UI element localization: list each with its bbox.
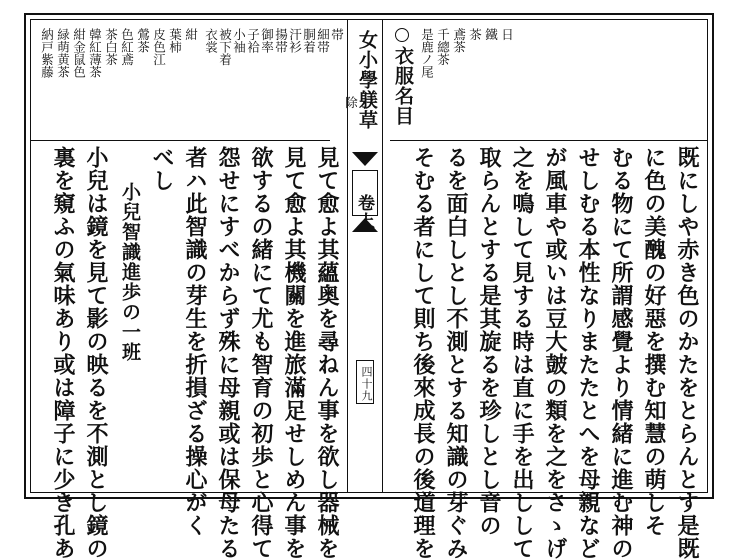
body-text-column: せしむる本性なりまたたとへを母親など: [575, 146, 601, 560]
body-text-column: 之を鳴して見する時は直に手を出しして: [509, 146, 535, 560]
garment-list-col: 衣裳: [203, 28, 219, 53]
color-list-col: 紺金鼠色: [71, 28, 87, 78]
garment-list-col: 汗衫: [287, 28, 303, 53]
body-text-column: に色の美醜の好惡を撰む知慧の萌しそ: [641, 146, 667, 537]
garment-list-col: 帯: [329, 28, 345, 41]
color-list-col: 皮色江: [151, 28, 167, 66]
right-list-col: 鐵: [483, 28, 499, 41]
garment-list-col: 揚帯: [273, 28, 289, 53]
body-text-column: 小兒は鏡を見て影の映るを不測とし鏡の: [83, 146, 109, 560]
right-list-col: 千總茶: [435, 28, 451, 66]
section-title: 小兒智識進歩の一班: [119, 182, 141, 362]
garment-list-col: 胴着: [301, 28, 317, 53]
band-separator-right: [390, 140, 708, 141]
color-list-col: 色紅鳶: [119, 28, 135, 66]
spine-fishtail-top: [352, 152, 378, 166]
body-text-column: が風車や或いは豆大皷の類を之をさゝげ: [542, 146, 568, 560]
right-list-col: 日: [499, 28, 515, 41]
color-list-col: 茶白茶: [103, 28, 119, 66]
heading-bullet-icon: [395, 28, 409, 42]
body-text-column: 取らんとする是其旋るを珍しとし音の: [476, 146, 502, 537]
garment-list-col: 細帯: [315, 28, 331, 53]
body-text-column: 者ハ此智識の芽生を折損ざる操心がく: [182, 146, 208, 537]
section-heading-clothing: 衣服名目: [392, 46, 414, 126]
body-text-column: むる物にて所謂感覺より情緒に進む神の: [608, 146, 634, 560]
garment-list-col: 除: [343, 96, 359, 109]
body-text-column: 見て愈よ其蘊奥を尋ねん事を欲し器械を: [314, 146, 340, 560]
right-list-col: 茶: [467, 28, 483, 41]
color-list-col: 紺: [183, 28, 199, 41]
spine-volume: 卷上: [354, 194, 374, 230]
spine-line-left: [347, 19, 348, 493]
body-text-column: 既にしや赤き色のかたをとらんとす是既: [674, 146, 700, 560]
body-text-column: 欲するの緒にて尤も智育の初歩と心得て: [248, 146, 274, 560]
garment-list-col: 御率: [259, 28, 275, 53]
garment-list-col: 小袖: [231, 28, 247, 53]
body-text-column: 怨せにすべからず殊に母親或は保母たる: [215, 146, 241, 560]
color-list-col: 韓紅薄茶: [87, 28, 103, 78]
body-text-column: そむる者にして則ち後來成長の後道理を: [410, 146, 436, 560]
color-list-col: 緑萌黄茶: [55, 28, 71, 78]
color-list-col: 鶯茶: [135, 28, 151, 53]
band-separator-left: [30, 140, 330, 141]
garment-list-col: 子袷: [245, 28, 261, 53]
right-list-col: 是鹿ノ尾: [419, 28, 435, 78]
color-list-col: 葉柿: [167, 28, 183, 53]
spine-line-right: [382, 19, 383, 493]
right-list-col: 鳶茶: [451, 28, 467, 53]
spine-title: 女小學躾草: [356, 30, 378, 130]
color-list-col: 納戸紫藤: [39, 28, 55, 78]
body-text-column: 裏を窺ふの氣味あり或は障子に少き孔あ: [50, 146, 76, 560]
spine-fishtail-bottom: [352, 218, 378, 232]
body-text-column: べし: [149, 146, 175, 192]
body-text-column: るを面白しとし不測とする知識の芽ぐみ: [443, 146, 469, 560]
body-text-column: 見て愈よ其機關を進旅滿足せしめん事を: [281, 146, 307, 560]
garment-list-col: 被下着: [217, 28, 233, 66]
page-number: 四十九: [360, 366, 373, 402]
